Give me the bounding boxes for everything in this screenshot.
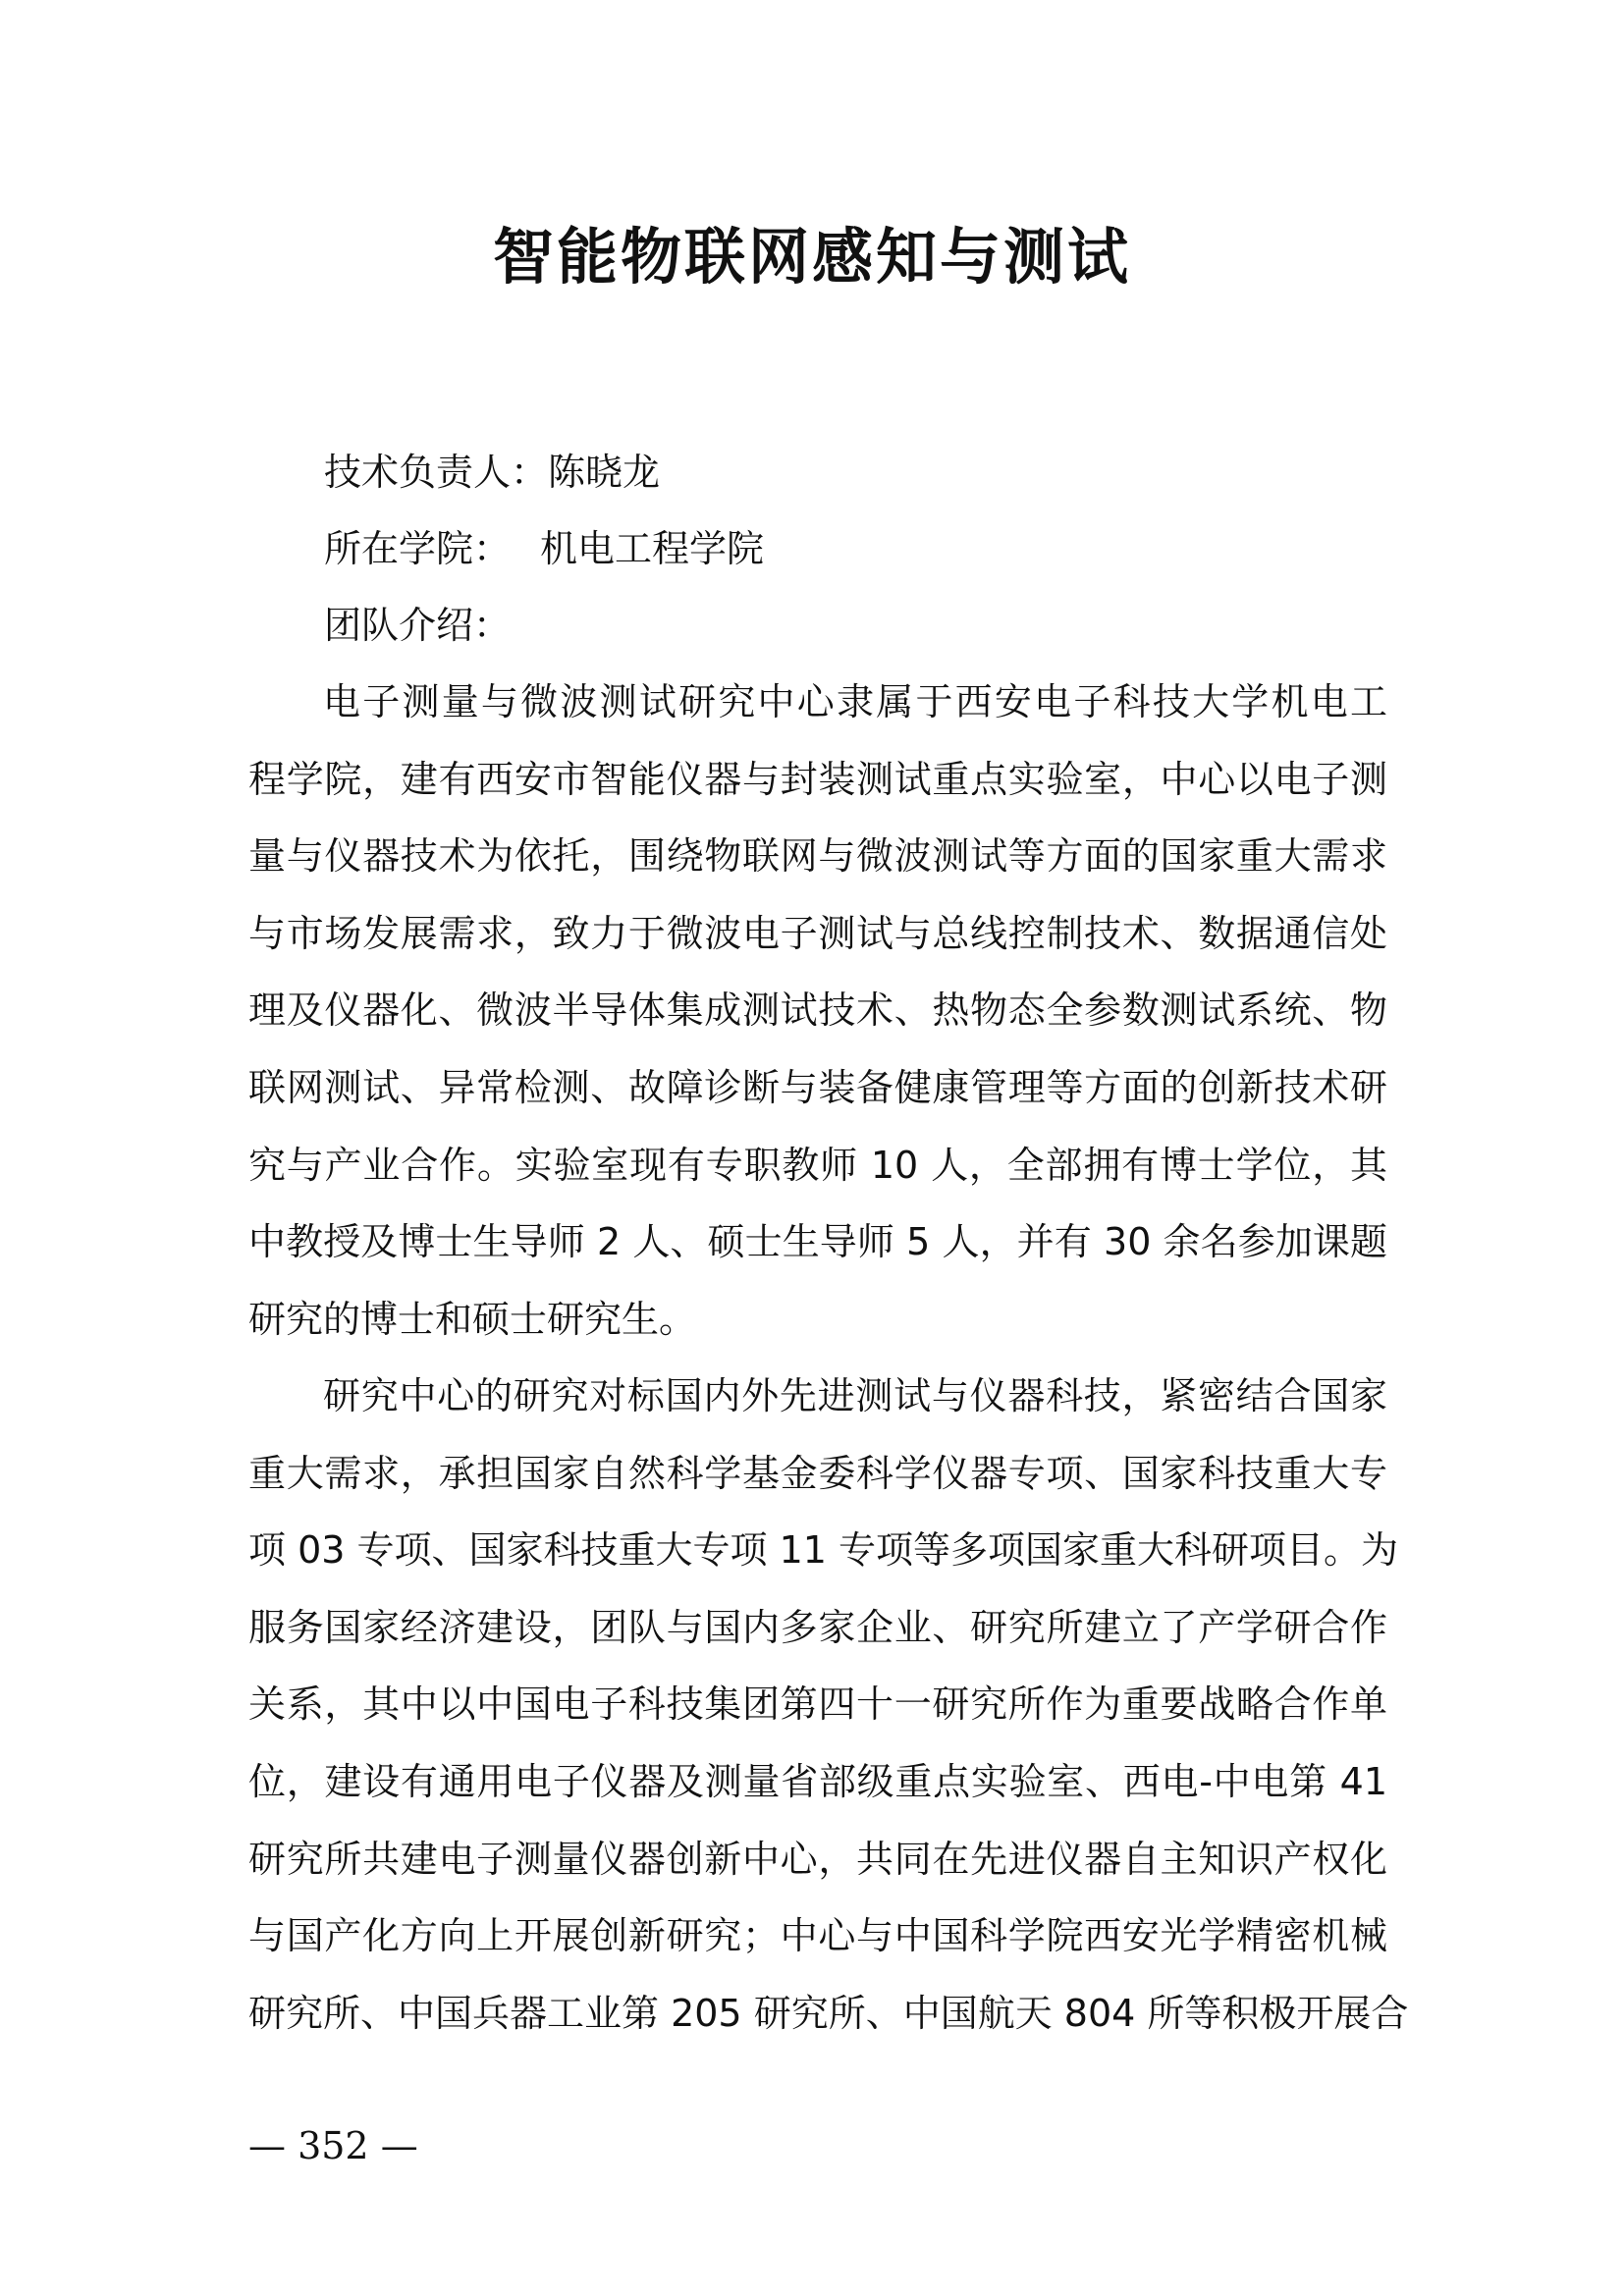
paragraph-2-line: 关系，其中以中国电子科技集团第四十一研究所作为重要战略合作单 xyxy=(248,1682,1387,1727)
paragraph-1-line: 中教授及博士生导师 2 人、硕士生导师 5 人，并有 30 余名参加课题 xyxy=(248,1220,1387,1264)
paragraph-1-line: 程学院，建有西安市智能仪器与封装测试重点实验室，中心以电子测 xyxy=(248,757,1387,801)
college-label: 所在学院： xyxy=(324,527,512,570)
responsible-line xyxy=(324,447,1404,498)
page-number: — 352 — xyxy=(248,2124,418,2167)
paragraph-1-line: 理及仪器化、微波半导体集成测试技术、热物态全参数测试系统、物 xyxy=(248,988,1387,1033)
paragraph-1 xyxy=(248,664,1387,1358)
page-title: 智能物联网感知与测试 xyxy=(492,221,1131,293)
paragraph-2-line: 与国产化方向上开展创新研究；中心与中国科学院西安光学精密机械 xyxy=(248,1914,1387,1958)
team-intro-label: 团队介绍： xyxy=(324,604,512,647)
college-value: 机电工程学院 xyxy=(540,527,765,570)
responsible-value: 陈晓龙 xyxy=(548,451,661,494)
paragraph-2-line: 服务国家经济建设，团队与国内多家企业、研究所建立了产学研合作 xyxy=(248,1605,1387,1649)
paragraph-1-line: 与市场发展需求，致力于微波电子测试与总线控制技术、数据通信处 xyxy=(248,911,1387,955)
responsible-label: 技术负责人： xyxy=(324,451,549,494)
paragraph-2-line: 重大需求，承担国家自然科学基金委科学仪器专项、国家科技重大专 xyxy=(248,1451,1387,1495)
team-intro-line xyxy=(324,600,1404,651)
paragraph-2-line: 研究所共建电子测量仪器创新中心，共同在先进仪器自主知识产权化 xyxy=(248,1837,1387,1881)
paragraph-2 xyxy=(248,1358,1409,2052)
paragraph-1-line: 电子测量与微波测试研究中心隶属于西安电子科技大学机电工 xyxy=(323,680,1387,723)
paragraph-2-line: 研究中心的研究对标国内外先进测试与仪器科技，紧密结合国家 xyxy=(323,1374,1387,1417)
paragraph-2-line: 位，建设有通用电子仪器及测量省部级重点实验室、西电-中电第 41 xyxy=(248,1759,1387,1803)
paragraph-1-line: 量与仪器技术为依托，围绕物联网与微波测试等方面的国家重大需求 xyxy=(248,834,1387,879)
college-line xyxy=(324,523,1404,574)
paragraph-1-line: 究与产业合作。实验室现有专职教师 10 人，全部拥有博士学位，其 xyxy=(248,1143,1387,1187)
paragraph-2-line: 研究所、中国兵器工业第 205 研究所、中国航天 804 所等积极开展合 xyxy=(248,1991,1409,2035)
paragraph-1-line: 研究的博士和硕士研究生。 xyxy=(248,1297,697,1341)
paragraph-2-line: 项 03 专项、国家科技重大专项 11 专项等多项国家重大科研项目。为 xyxy=(248,1528,1399,1573)
paragraph-1-line: 联网测试、异常检测、故障诊断与装备健康管理等方面的创新技术研 xyxy=(248,1065,1387,1109)
